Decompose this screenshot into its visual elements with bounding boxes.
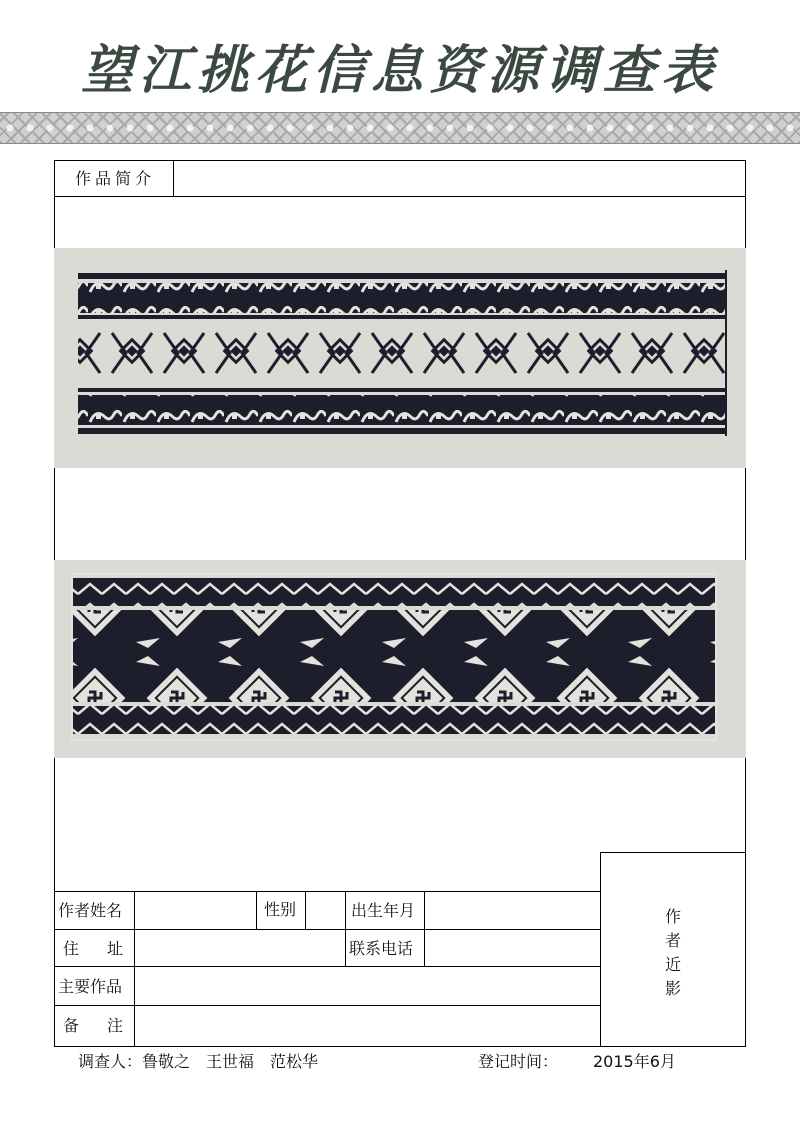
author-name-field[interactable]	[134, 891, 257, 930]
remarks-field[interactable]	[134, 1005, 601, 1047]
gender-field[interactable]	[305, 891, 346, 930]
investigators-text: 调查人：鲁敬之 王世福 范松华	[78, 1052, 319, 1071]
decorative-band	[0, 112, 800, 144]
author-name-label: 作者姓名	[58, 901, 123, 920]
remarks-label: 备 注	[63, 1016, 123, 1035]
works-label-cell	[54, 966, 135, 1006]
works-field[interactable]	[134, 966, 601, 1006]
gender-label: 性别	[264, 900, 297, 919]
photo-label-char: 近	[664, 955, 681, 974]
register-date: 2015年6月	[593, 1052, 676, 1071]
page-title: 望江挑花信息资源调查表	[80, 40, 719, 101]
gender-label-cell	[256, 891, 306, 930]
embroidery-photo-1	[54, 248, 746, 468]
remarks-label-cell	[54, 1005, 135, 1047]
birth-field[interactable]	[424, 891, 601, 930]
author-photo-label	[601, 905, 745, 1001]
address-label-cell	[54, 929, 135, 967]
birth-label: 出生年月	[351, 901, 416, 920]
birth-label-cell	[345, 891, 425, 930]
intro-value-cell[interactable]	[173, 160, 746, 197]
address-label: 住 址	[63, 939, 123, 958]
intro-label: 作品简介	[75, 169, 156, 188]
author-name-label-cell	[54, 891, 135, 930]
register-label: 登记时间：	[478, 1052, 559, 1071]
photo-label-char: 作	[664, 907, 681, 926]
intro-label-cell	[54, 160, 174, 197]
contact-label-cell	[345, 929, 425, 967]
embroidery-photo-2	[54, 560, 746, 758]
author-photo-box[interactable]	[600, 852, 746, 1047]
works-label: 主要作品	[58, 977, 123, 996]
contact-field[interactable]	[424, 929, 601, 967]
photo-label-char: 者	[664, 931, 681, 950]
address-field[interactable]	[134, 929, 346, 967]
contact-label: 联系电话	[349, 939, 414, 958]
photo-label-char: 影	[664, 979, 681, 998]
